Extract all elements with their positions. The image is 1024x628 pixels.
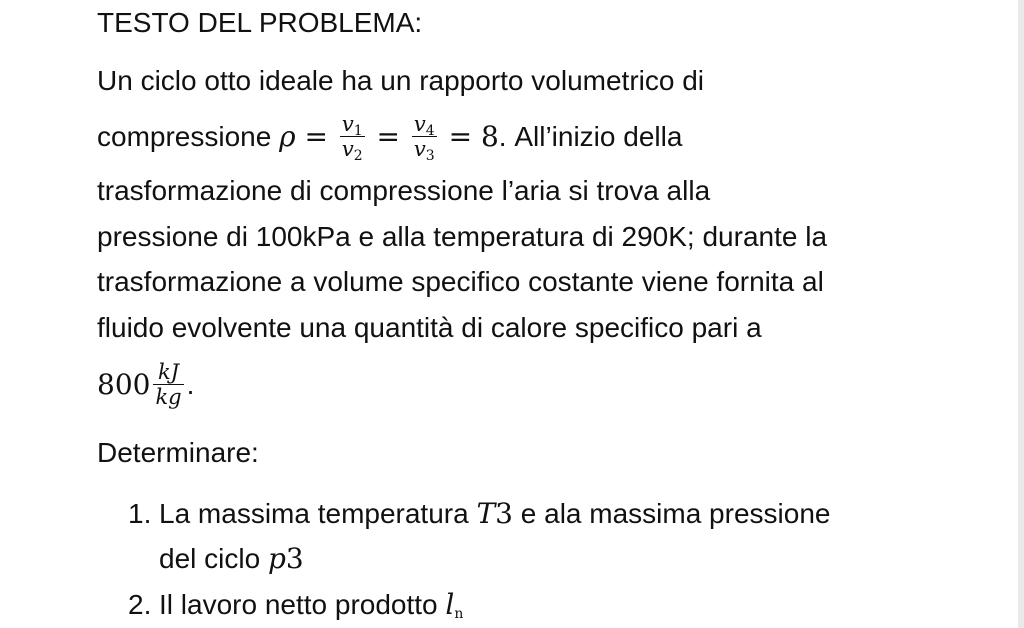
rho-symbol: ρ = (279, 119, 337, 153)
paragraph-line-6: fluido evolvente una quantità di calore specifico pari a (97, 312, 762, 343)
p3-symbol: p3 (267, 542, 304, 575)
page-edge (1018, 0, 1024, 628)
list-item-1-line-1 (159, 497, 830, 531)
heat-unit-fraction (153, 360, 183, 409)
list-marker-1: 1. (128, 498, 152, 529)
unit-denominator: kg (155, 385, 182, 409)
paragraph-line-2 (97, 114, 682, 163)
list-marker-2: 2. (128, 589, 152, 620)
heat-value: 800 (97, 367, 151, 401)
list-item-1-line-2 (159, 542, 304, 576)
fraction-numerator: $v_1$ (341, 112, 363, 139)
list-item-1-text: La massima temperatura (159, 498, 477, 529)
ratio-value: = 8 (439, 119, 499, 153)
list-item-1-line-2-text: del ciclo (159, 543, 268, 574)
paragraph-line-3: trasformazione di compressione l’aria si trova alla (97, 175, 711, 206)
paragraph-line-1: Un ciclo otto ideale ha un rapporto volumetrico di (97, 65, 705, 96)
list-item-1-text-end: e ala massima pressione (512, 498, 831, 529)
equals-sign: = (367, 119, 409, 153)
fraction-denominator: $v_3$ (413, 137, 435, 164)
problem-heading: TESTO DEL PROBLEMA: (97, 7, 423, 38)
t3-symbol: T3 (476, 497, 513, 530)
ratio-v1-v2 (340, 112, 365, 164)
ratio-v4-v3 (412, 112, 437, 164)
paragraph-line-2-end: . All’inizio della (498, 120, 683, 152)
paragraph-line-5: trasformazione a volume specifico costante viene fornita al (97, 266, 824, 297)
heat-quantity (97, 362, 194, 411)
unit-numerator: kJ (153, 360, 183, 385)
determine-label: Determinare: (97, 437, 259, 468)
fraction-denominator: $v_2$ (341, 137, 363, 164)
list-item-2-text: Il lavoro netto prodotto (159, 589, 446, 620)
ln-symbol: $l_n$ (445, 588, 464, 622)
fraction-numerator: $v_4$ (413, 112, 435, 139)
list-item-2-line-1 (159, 588, 463, 622)
paragraph-line-4: pressione di 100kPa e alla temperatura di 290K; durante la (97, 221, 828, 252)
heat-period: . (186, 368, 195, 400)
compression-label: compressione (97, 120, 280, 152)
